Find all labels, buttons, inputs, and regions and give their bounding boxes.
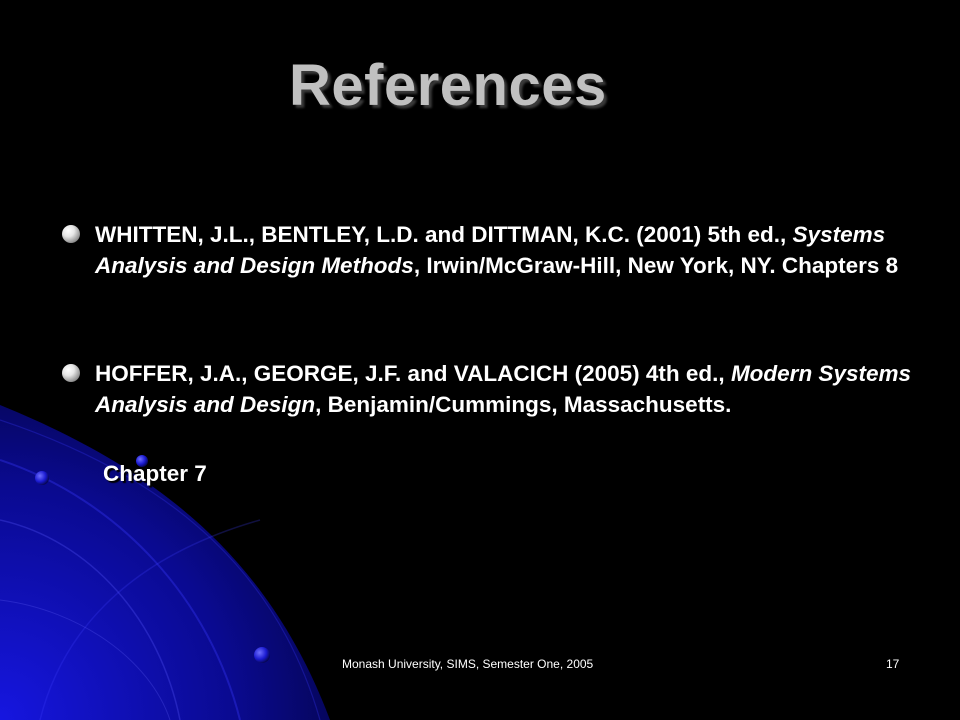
chapter-note: Chapter 7: [103, 461, 207, 486]
reference-text: HOFFER, J.A., GEORGE, J.F. and VALACICH (2005) 4th ed.,: [95, 361, 731, 386]
reference-text: WHITTEN, J.L., BENTLEY, L.D. and DITTMAN, K.C. (2001) 5th ed.,: [95, 222, 793, 247]
bullet-icon: [62, 364, 80, 382]
reference-text: , Benjamin/Cummings, Massachusetts.: [315, 392, 732, 417]
reference-item: [95, 358, 925, 420]
reference-item: [95, 219, 925, 281]
footer-text: Monash University, SIMS, Semester One, 2005: [342, 657, 594, 671]
page-number: 17: [886, 657, 900, 671]
reference-book-title: Modern Systems Analysis and Design: [95, 361, 911, 417]
reference-text: , Irwin/McGraw-Hill, New York, NY. Chapters 8: [413, 253, 899, 278]
bullet-icon: [62, 225, 80, 243]
slide-title: References: [289, 53, 607, 118]
reference-book-title: Systems Analysis and Design Methods: [95, 222, 886, 278]
